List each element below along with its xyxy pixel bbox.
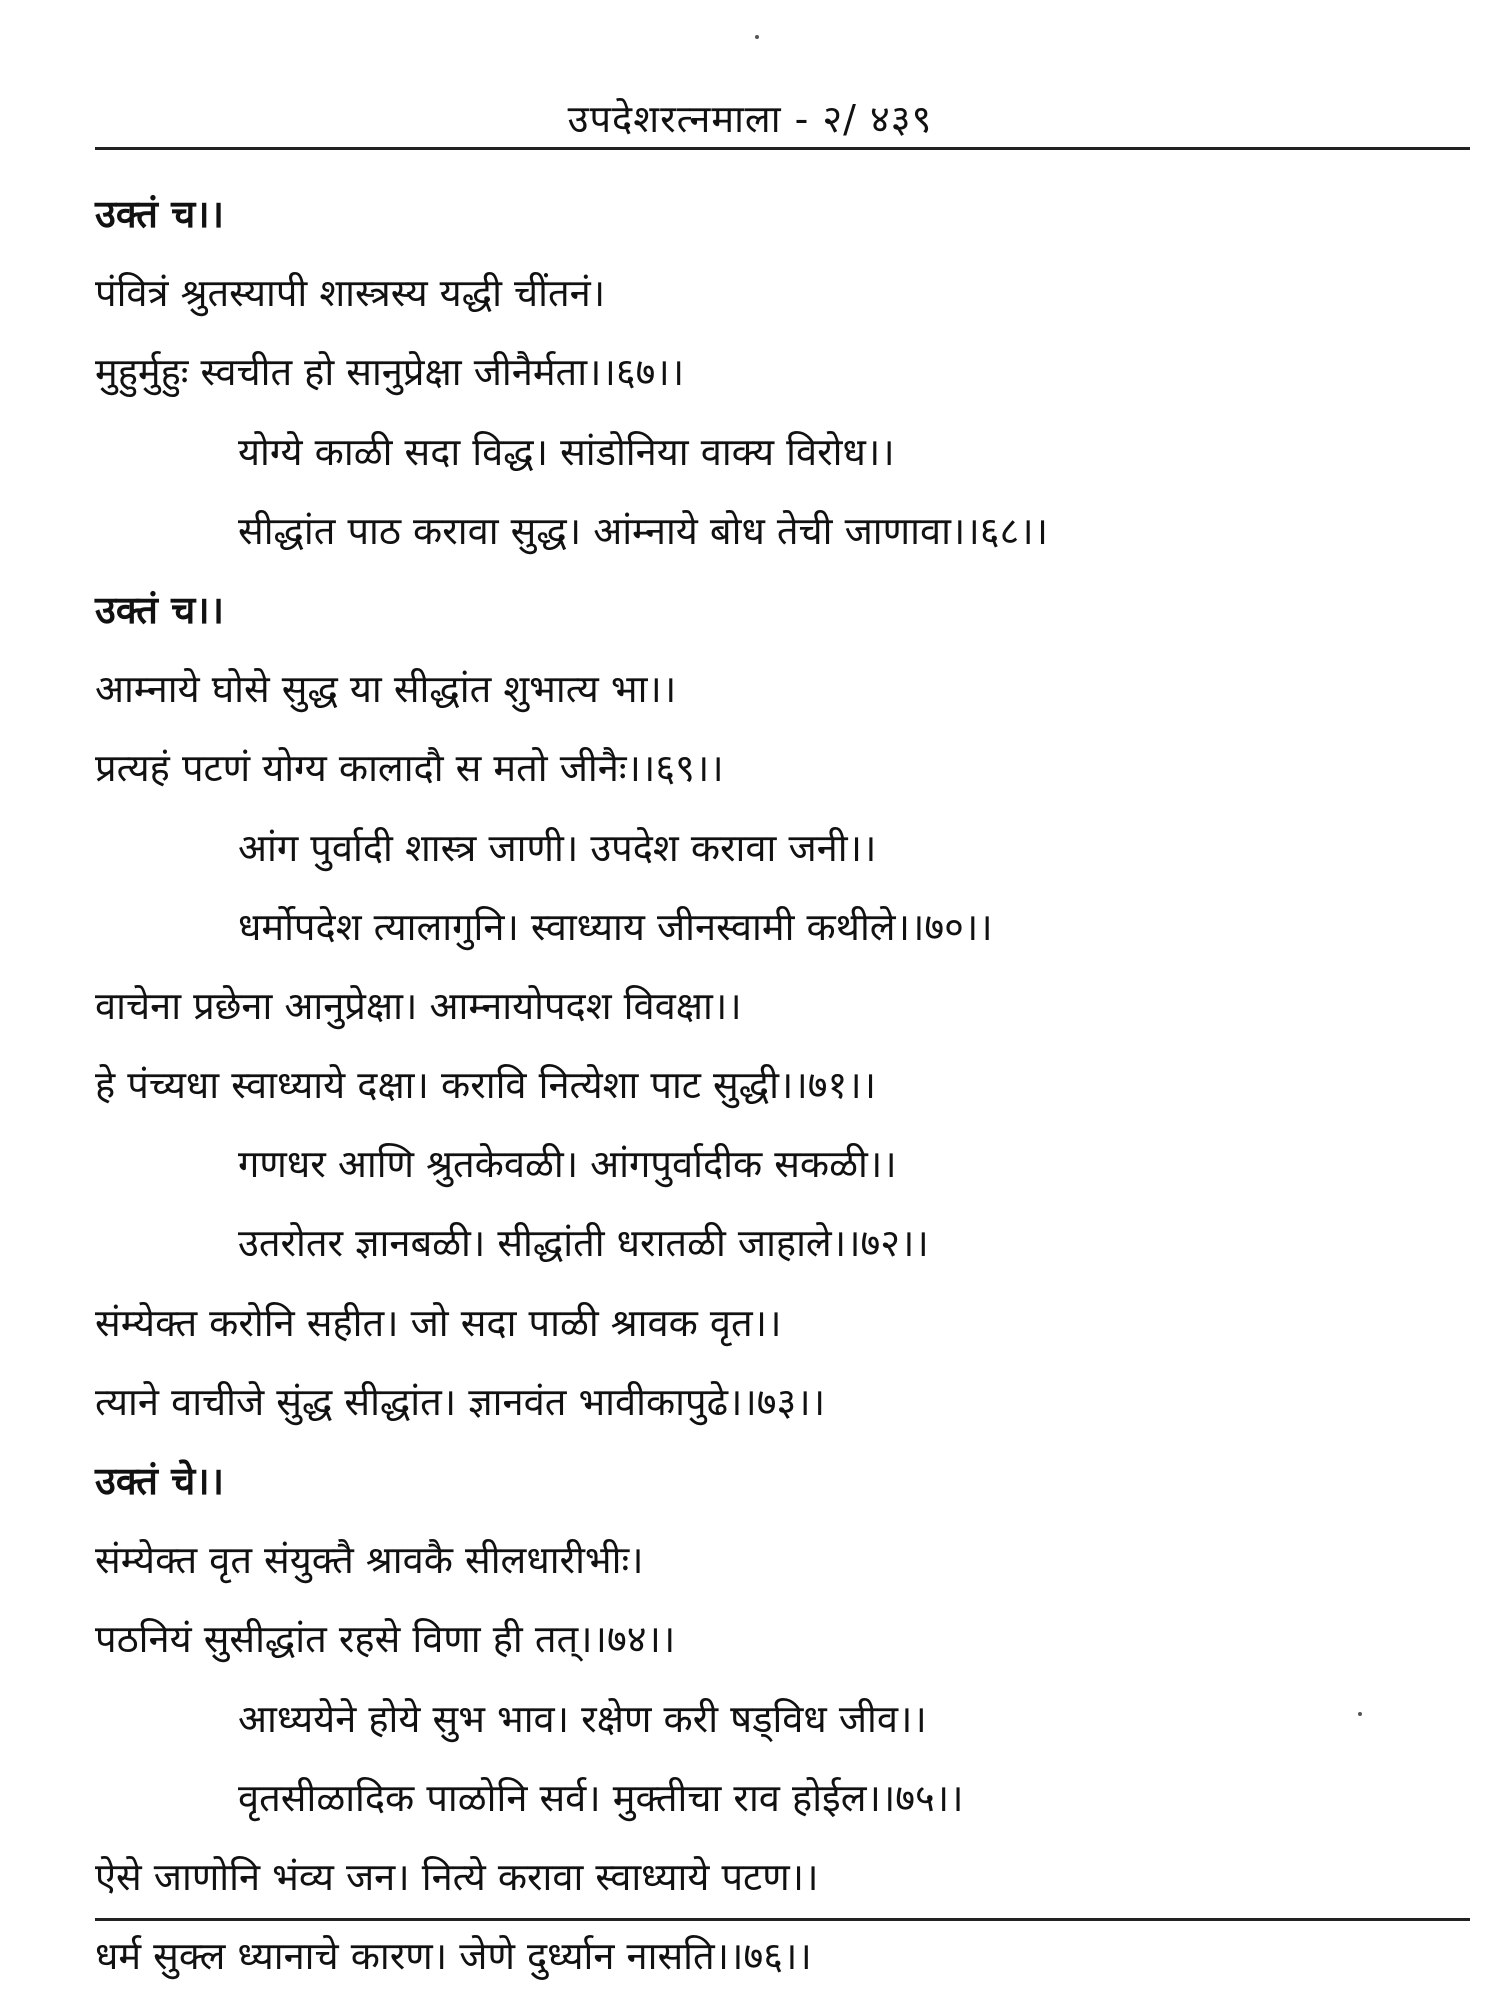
verse-line: पंवित्रं श्रुतस्यापी शास्त्रस्य यद्धी चींतनं।: [95, 271, 606, 316]
verse-line: योग्ये काळी सदा विद्ध। सांडोनिया वाक्य विरोध।।: [238, 429, 895, 474]
scan-speck: [1358, 1712, 1362, 1716]
verse-line: संम्येक्त वृत संयुक्तै श्रावकै सीलधारीभीः।: [95, 1538, 644, 1583]
verse-line: धर्मोपदेश त्यालागुनि। स्वाध्याय जीनस्वामी कथीले।।७०।।: [238, 904, 993, 949]
verse-line: प्रत्यहं पटणं योग्य कालादौ स मतो जीनैः।।६९।।: [95, 746, 724, 791]
verse-line: धर्म सुक्ल ध्यानाचे कारण। जेणे दुर्ध्यान नासति।।७६।।: [95, 1934, 812, 1979]
verse-line: संम्येक्त करोनि सहीत। जो सदा पाळी श्रावक वृत।।: [95, 1300, 782, 1345]
verse-line: वृतसीळादिक पाळोनि सर्व। मुक्तीचा राव होईल।।७५।।: [238, 1775, 964, 1820]
footer-rule: [95, 1918, 1470, 1921]
page-header: उपदेशरत्नमाला - २/ ४३९: [567, 97, 933, 141]
verse-line: गणधर आणि श्रुतकेवळी। आंगपुर्वादीक सकळी।।: [238, 1142, 897, 1187]
verse-line: ऐसे जाणोनि भंव्य जन। नित्ये करावा स्वाध्याये पटण।।: [95, 1854, 819, 1899]
verse-line: पठनियं सुसीद्धांत रहसे विणा ही तत्।।७४।।: [95, 1617, 676, 1662]
scan-speck: [755, 35, 759, 39]
verse-line: आंग पुर्वादी शास्त्र जाणी। उपदेश करावा जनी।।: [238, 825, 877, 870]
verse-line: वाचेना प्रछेना आनुप्रेक्षा। आम्नायोपदश विवक्षा।।: [95, 983, 742, 1028]
text-body: [95, 175, 1475, 1996]
verse-line: हे पंच्यधा स्वाध्याये दक्षा। करावि नित्येशा पाट सुद्धी।।७१।।: [95, 1063, 877, 1108]
verse-line: उतरोतर ज्ञानबळी। सीद्धांती धरातळी जाहाले।।७२।।: [238, 1221, 929, 1266]
section-heading: उक्तं च।।: [95, 192, 225, 236]
verse-line: मुहुर्मुहुः स्वचीत हो सानुप्रेक्षा जीनैर्मता।।६७।।: [95, 350, 685, 395]
verse-line: आम्नाये घोसे सुद्ध या सीद्धांत शुभात्य भा।।: [95, 667, 677, 712]
verse-line: आध्ययेने होये सुभ भाव। रक्षेण करी षड्विध जीव।।: [238, 1696, 927, 1741]
section-heading: उक्तं चे।।: [95, 1459, 225, 1503]
verse-line: त्याने वाचीजे सुंद्ध सीद्धांत। ज्ञानवंत भावीकापुढे।।७३।।: [95, 1379, 826, 1424]
verse-line: सीद्धांत पाठ करावा सुद्ध। आंम्नाये बोध तेची जाणावा।।६८।।: [238, 508, 1049, 553]
section-heading: उक्तं च।।: [95, 587, 225, 632]
header-rule: [95, 147, 1470, 150]
